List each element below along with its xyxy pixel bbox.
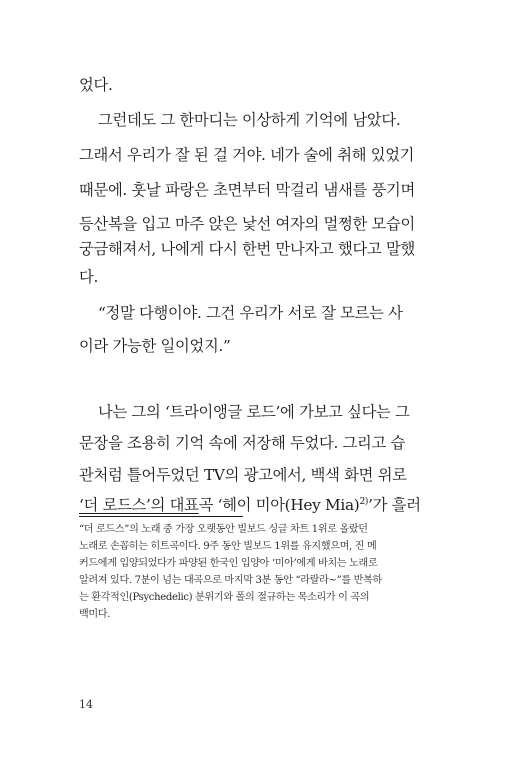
body-line-middle: 곡 ‘헤이 미아(Hey Mia) (198, 496, 360, 514)
body-line: 문장을 조용히 기억 속에 저장해 두었다. 그리고 습 (79, 434, 406, 452)
footnote-line: “더 로드스”의 노래 중 가장 오랫동안 빌보드 싱글 차트 1위로 올랐던 (79, 524, 368, 535)
page-number: 14 (79, 698, 93, 711)
footnote-divider (79, 516, 243, 517)
footnote-line: 백미다. (79, 609, 111, 620)
footnote-line: 알려져 있다. 7분이 넘는 대곡으로 마지막 3분 동안 “라랄라~”를 반복하 (79, 575, 382, 586)
body-line: 나는 그의 ‘트라이앵글 로드’에 가보고 싶다는 그 (98, 403, 410, 421)
body-line: 궁금해져서, 나에게 다시 한번 만나자고 했다고 말했 (79, 240, 415, 258)
body-line: 그런데도 그 한마디는 이상하게 기억에 남았다. (98, 111, 401, 129)
footnote-line: 노래로 손꼽히는 히트곡이다. 9주 동안 빌보드 1위를 유지했으며, 진 메 (79, 541, 377, 552)
body-line: 이라 가능한 일이었지.” (79, 337, 231, 355)
footnote-marker: 2) (359, 497, 369, 507)
underlined-phrase: ‘더 로드스’의 대표 (79, 496, 199, 514)
body-line: 때문에. 훗날 파랑은 초면부터 막걸리 냄새를 풍기며 (79, 181, 415, 199)
body-line: 다. (79, 268, 99, 286)
body-line: 었다. (79, 76, 113, 94)
body-line: “정말 다행이야. 그건 우리가 서로 잘 모르는 사 (98, 304, 403, 322)
body-line-rest: ’가 흘러 (368, 496, 421, 514)
footnote-line: 커드에게 입양되었다가 파양된 한국인 입양아 ‘미아’에게 바치는 노래로 (79, 558, 378, 569)
body-line: 그래서 우리가 잘 된 걸 거야. 네가 술에 취해 있었기 (79, 146, 415, 164)
footnote (79, 521, 404, 623)
footnote-line: 는 환각적인(Psychedelic) 분위기와 폴의 절규하는 목소리가 이 곡의 (79, 592, 370, 603)
body-line: 관처럼 틀어두었던 TV의 광고에서, 백색 화면 위로 (79, 466, 407, 484)
body-line-with-footnote (79, 494, 421, 516)
body-line: 등산복을 입고 마주 앉은 낯선 여자의 멀쩡한 모습이 (79, 215, 415, 233)
